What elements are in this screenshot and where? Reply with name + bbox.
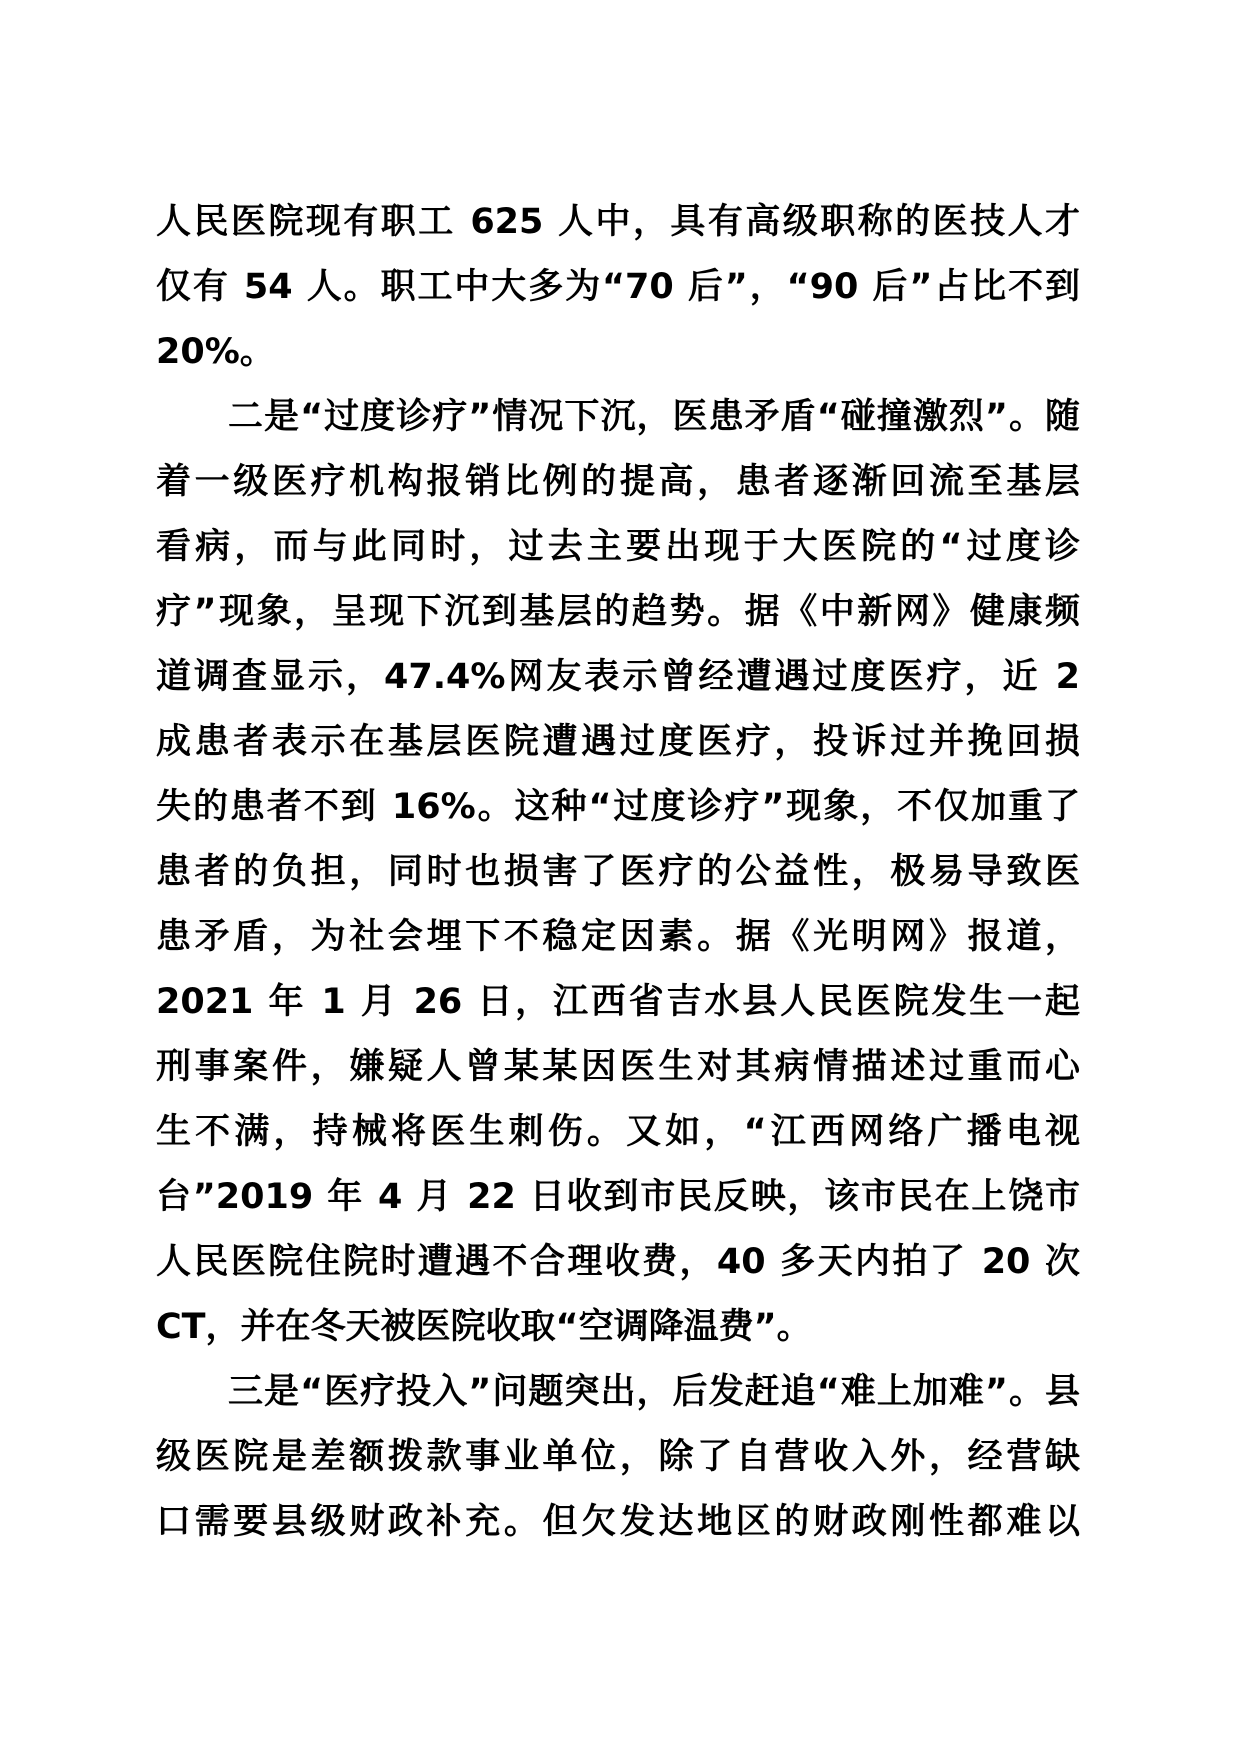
document-page bbox=[156, 190, 1080, 1555]
text-line: 级医院是差额拨款事业单位，除了自营收入外，经营缺 bbox=[156, 1437, 1080, 1477]
text-line: 成患者表示在基层医院遭遇过度医疗，投诉过并挽回损 bbox=[156, 722, 1080, 762]
text-line: 看病，而与此同时，过去主要出现于大医院的“过度诊 bbox=[156, 527, 1080, 567]
text-line: 口需要县级财政补充。但欠发达地区的财政刚性都难以 bbox=[156, 1502, 1080, 1542]
text-line: 20%。 bbox=[156, 332, 275, 372]
paragraph-overtreatment bbox=[156, 385, 1080, 1360]
text-line: 着一级医疗机构报销比例的提高，患者逐渐回流至基层 bbox=[156, 462, 1080, 502]
text-line: 刑事案件，嫌疑人曾某某因医生对其病情描述过重而心 bbox=[156, 1047, 1080, 1087]
text-line: 2021 年 1 月 26 日，江西省吉水县人民医院发生一起 bbox=[156, 982, 1080, 1022]
paragraph-medical-investment bbox=[156, 1360, 1080, 1555]
text-line: 仅有 54 人。职工中大多为“70 后”，“90 后”占比不到 bbox=[156, 267, 1080, 307]
text-line: 二是“过度诊疗”情况下沉，医患矛盾“碰撞激烈”。随 bbox=[228, 397, 1080, 437]
text-line: 患矛盾，为社会埋下不稳定因素。据《光明网》报道， bbox=[156, 917, 1080, 957]
text-line: 生不满，持械将医生刺伤。又如，“江西网络广播电视 bbox=[156, 1112, 1080, 1152]
text-line: 三是“医疗投入”问题突出，后发赶追“难上加难”。县 bbox=[228, 1372, 1080, 1412]
paragraph-staffing bbox=[156, 190, 1080, 385]
text-line: 患者的负担，同时也损害了医疗的公益性，极易导致医 bbox=[156, 852, 1080, 892]
text-line: 台”2019 年 4 月 22 日收到市民反映，该市民在上饶市 bbox=[156, 1177, 1080, 1217]
text-line: 道调查显示，47.4%网友表示曾经遭遇过度医疗，近 2 bbox=[156, 657, 1080, 697]
text-line: 人民医院现有职工 625 人中，具有高级职称的医技人才 bbox=[156, 202, 1080, 242]
text-line: CT，并在冬天被医院收取“空调降温费”。 bbox=[156, 1307, 812, 1347]
text-line: 疗”现象，呈现下沉到基层的趋势。据《中新网》健康频 bbox=[156, 592, 1080, 632]
text-line: 失的患者不到 16%。这种“过度诊疗”现象，不仅加重了 bbox=[156, 787, 1080, 827]
text-line: 人民医院住院时遭遇不合理收费，40 多天内拍了 20 次 bbox=[156, 1242, 1080, 1282]
